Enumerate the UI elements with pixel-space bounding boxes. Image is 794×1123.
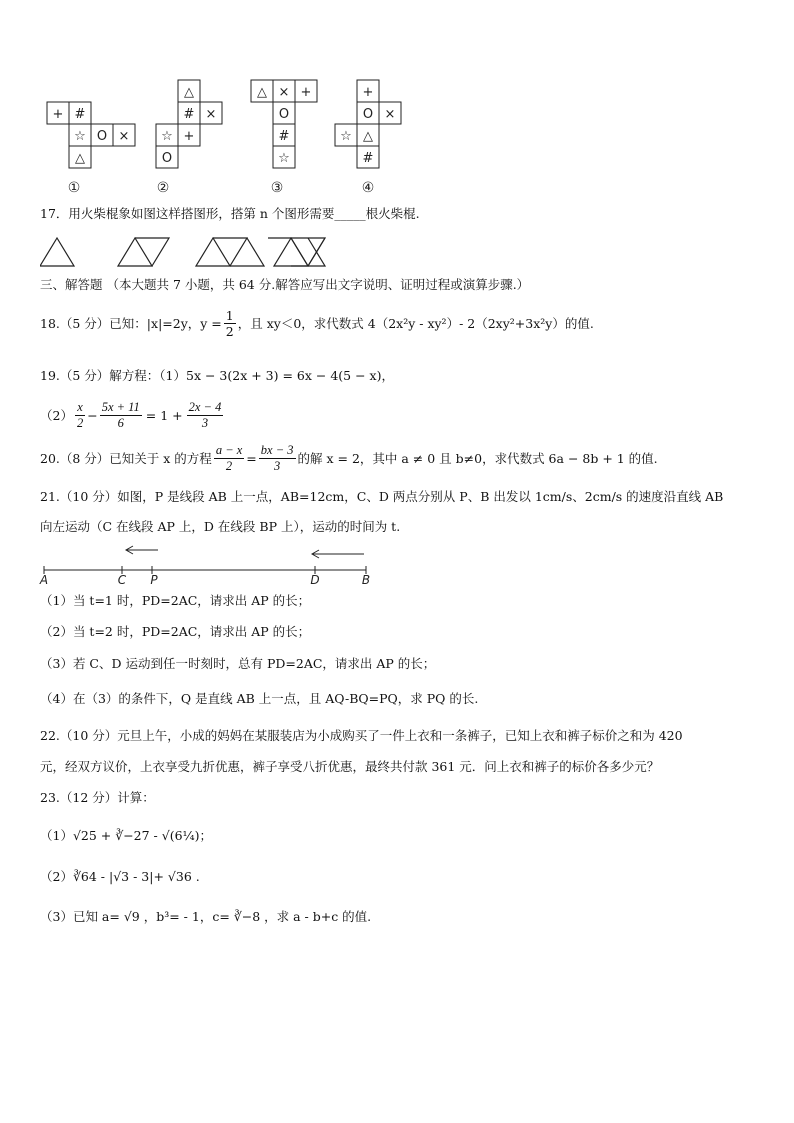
net-caption: ①	[67, 180, 81, 196]
q18-frac-num: 1	[225, 308, 234, 323]
q20-eq: =	[246, 450, 257, 466]
q20-prefix: 20.（8 分）已知关于 x 的方程	[40, 450, 212, 466]
point-label: B	[361, 573, 371, 586]
q17-text: 17．用火柴棍象如图这样搭图形，搭第 n 个图形需要_____根火柴棍.	[40, 206, 420, 221]
q20-frac1-num: a − x	[215, 443, 243, 457]
q19-frac1-den: 2	[76, 416, 84, 430]
net3-cell: #	[278, 129, 290, 144]
net2-cell: ☆	[161, 129, 173, 144]
q23-title: 23.（12 分）计算：	[40, 790, 155, 805]
q19-minus: −	[87, 407, 98, 423]
q22-line1: 22.（10 分）元旦上午，小成的妈妈在某服装店为小成购买了一件上衣和一条裤子，已知上衣和裤子标价之和为 420	[40, 728, 683, 743]
net4-cell: O	[362, 107, 374, 122]
q18-fraction	[224, 308, 236, 339]
q20-frac1-den: 2	[225, 459, 233, 473]
net3-cell: ☆	[278, 151, 290, 166]
q20-suffix: 的解 x = 2，其中 a ≠ 0 且 b≠0，求代数式 6a − 8b + 1 的值.	[297, 450, 658, 466]
q20	[40, 443, 658, 474]
net-caption: ②	[156, 180, 170, 196]
net3-cell: ×	[278, 85, 290, 100]
point-label: C	[117, 573, 127, 586]
section-title: 三、解答题 （本大题共 7 小题，共 64 分.解答应写出文字说明、证明过程或演算步骤.）	[40, 277, 530, 292]
point-label: A	[39, 573, 49, 586]
q19-frac3	[187, 400, 224, 431]
net2-cell: O	[161, 151, 173, 166]
net1-cell: #	[74, 107, 86, 122]
net-caption: ④	[361, 180, 375, 196]
q19-eq: = 1 +	[145, 407, 183, 423]
net4-cell: ×	[384, 107, 396, 122]
net1-cell: △	[75, 151, 85, 166]
cube-nets-figure	[40, 78, 420, 198]
q19-line1: 19.（5 分）解方程：（1）5x − 3(2x + 3) = 6x − 4(5 − x)，	[40, 368, 394, 383]
net1-cell: ☆	[74, 129, 86, 144]
point-label: D	[310, 573, 320, 586]
q21-sub2: （2）当 t=2 时，PD=2AC，请求出 AP 的长；	[40, 624, 311, 639]
q19-frac1-num: x	[77, 400, 83, 414]
q21-sub3: （3）若 C、D 运动到任一时刻时，总有 PD=2AC，请求出 AP 的长；	[40, 656, 436, 671]
q19-p2-label: （2）	[40, 407, 73, 423]
q21-line2: 向左运动（C 在线段 AP 上，D 在线段 BP 上），运动的时间为 t.	[40, 519, 401, 534]
q19-frac1	[75, 400, 85, 431]
q22-line2: 元，经双方议价，上衣享受九折优惠，裤子享受八折优惠，最终共付款 361 元．问上衣和裤子的标价各多少元？	[40, 759, 660, 774]
matchstick-figures	[40, 234, 330, 270]
net-caption: ③	[270, 180, 284, 196]
q21-line-diagram	[36, 540, 386, 586]
q18-prefix: 18.（5 分）已知：|x|=2y，y =	[40, 315, 222, 331]
q19-frac2	[100, 400, 142, 431]
q18-frac-den: 2	[225, 324, 234, 339]
net1-cell: +	[52, 107, 64, 122]
q21-sub4: （4）在（3）的条件下，Q 是直线 AB 上一点，且 AQ-BQ=PQ，求 PQ 的长.	[40, 691, 479, 706]
q18	[40, 308, 594, 339]
q18-suffix: ，且 xy＜0，求代数式 4（2x²y - xy²）- 2（2xy²+3x²y）的值.	[237, 315, 594, 331]
q20-frac2	[259, 443, 296, 474]
q20-frac2-num: bx − 3	[260, 443, 294, 457]
net1-cell: O	[96, 129, 108, 144]
q19-part2	[40, 400, 225, 431]
net1-cell: ×	[118, 129, 130, 144]
net2-cell: ×	[205, 107, 217, 122]
q19-frac2-num: 5x + 11	[101, 400, 140, 414]
q20-frac2-den: 3	[274, 459, 281, 473]
net2-cell: △	[184, 85, 194, 100]
q20-frac1	[214, 443, 244, 474]
net4-cell: +	[362, 85, 374, 100]
q21-line1: 21.（10 分）如图，P 是线段 AB 上一点，AB=12cm，C、D 两点分别从 P、B 出发以 1cm/s、2cm/s 的速度沿直线 AB	[40, 489, 724, 504]
q19-frac3-num: 2x − 4	[188, 400, 222, 414]
net4-cell: ☆	[340, 129, 352, 144]
q21-sub1: （1）当 t=1 时，PD=2AC，请求出 AP 的长；	[40, 593, 311, 608]
net2-cell: #	[183, 107, 195, 122]
q23-sub1: （1）√25 + ∛−27 - √(6¼)；	[40, 828, 213, 843]
net4-cell: #	[362, 151, 374, 166]
net2-cell: +	[183, 129, 195, 144]
net4-cell: △	[363, 129, 373, 144]
q23-sub3: （3）已知 a= √9 ，b³= - 1，c= ∛−8 ，求 a - b+c 的值.	[40, 909, 372, 924]
point-label: P	[150, 573, 158, 586]
net3-cell: O	[278, 107, 290, 122]
q23-sub2: （2）∛64 - |√3 - 3|+ √36 .	[40, 869, 200, 884]
net3-cell: +	[300, 85, 312, 100]
q19-frac2-den: 6	[117, 416, 124, 430]
q19-frac3-den: 3	[201, 416, 209, 430]
net3-cell: △	[257, 85, 267, 100]
